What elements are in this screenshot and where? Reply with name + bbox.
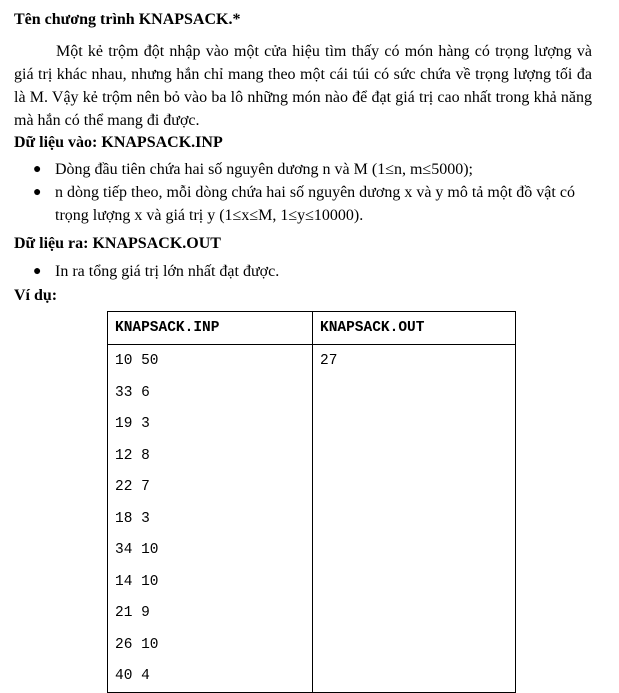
description-text: Một kẻ trộm đột nhập vào một cửa hiệu tìm thấy có món hàng có trọng lượng và giá trị khác nhau, nhưng hắn chỉ mang theo một cái túi có sức chứa về trọng lượng tối đa là M. Vậy kẻ trộm nên bỏ vào ba lô những món nào để đạt giá trị cao nhất trong khả năng mà hắn có thể mang đi được. [14,43,592,129]
input-line: 34 10 [115,542,159,558]
output-bullet-list [0,260,595,283]
output-data-cell [313,345,516,693]
output-heading: Dữ liệu ra: KNAPSACK.OUT [14,235,221,252]
input-line: 40 4 [115,668,150,684]
input-line: 26 10 [115,636,159,653]
list-item: ● Dòng đầu tiên chứa hai số nguyên dương n và M (1≤n, m≤5000); [0,158,595,181]
input-line: 14 10 [115,573,159,590]
input-bullet-list [0,158,595,227]
output-file-header: KNAPSACK.OUT [313,312,516,345]
bullet-icon: ● [33,162,42,177]
input-file-header: KNAPSACK.INP [108,312,313,345]
example-heading: Ví dụ: [14,287,58,304]
input-line: 12 8 [115,447,150,464]
table-header-row [108,312,516,345]
list-item: ● n dòng tiếp theo, mỗi dòng chứa hai số nguyên dương x và y mô tả một đồ vật có trọng lượng x và giá trị y (1≤x≤M, 1≤y≤10000). [0,181,595,227]
problem-description [14,40,592,132]
example-table [107,311,516,693]
input-line: 10 50 [115,353,159,369]
input-line: 19 3 [115,416,150,432]
output-line: 27 [320,353,338,369]
input-line: 22 7 [115,479,150,495]
problem-title: Tên chương trình KNAPSACK.* [14,11,241,28]
input-line: 18 3 [115,510,150,527]
input-data-cell [108,345,313,693]
input-line: 33 6 [115,384,150,401]
bullet-icon: ● [33,185,42,200]
input-heading: Dữ liệu vào: KNAPSACK.INP [14,134,223,151]
table-row [108,345,516,693]
input-line: 21 9 [115,605,150,621]
bullet-icon: ● [33,264,42,279]
list-item: ● In ra tổng giá trị lớn nhất đạt được. [0,260,595,283]
